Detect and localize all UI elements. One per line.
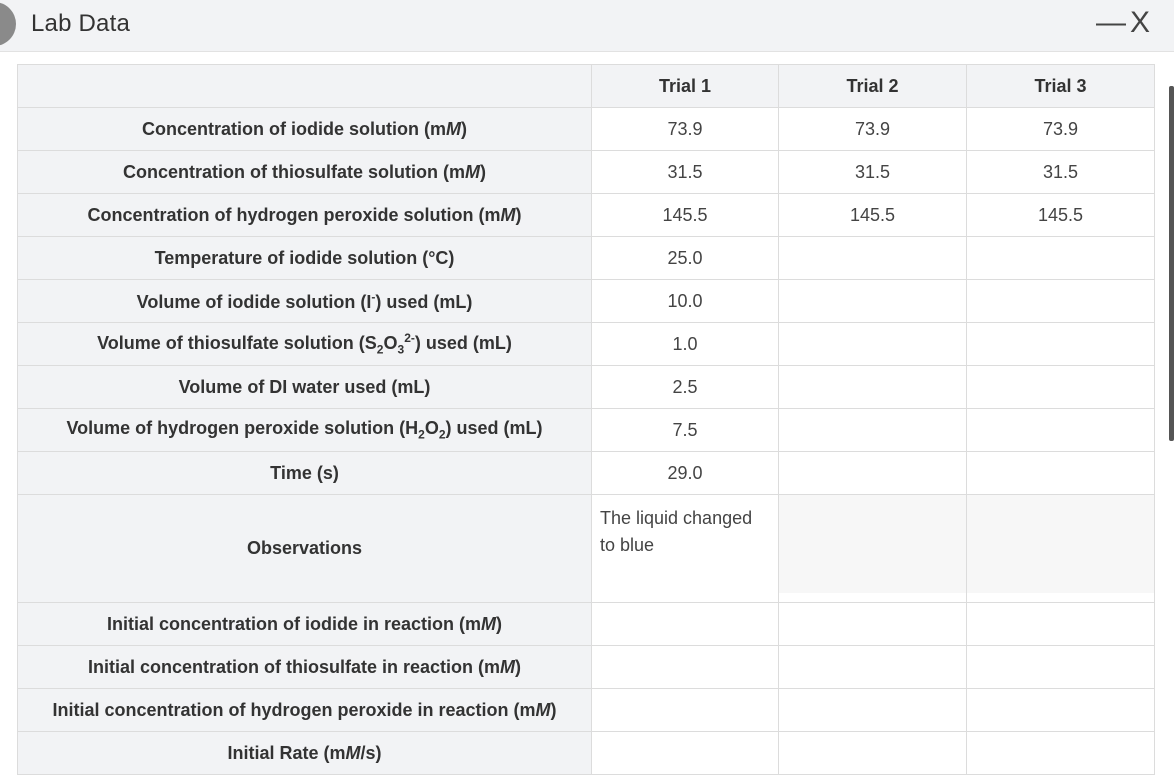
row-label-temp: Temperature of iodide solution (°C)	[18, 237, 592, 280]
cell-conc-thio-trial-3: 31.5	[967, 151, 1155, 194]
row-label-init-rate: Initial Rate (mM/s)	[18, 732, 592, 775]
cell-init-h2o2-trial-1[interactable]	[592, 689, 779, 732]
cell-vol-iodide-trial-1[interactable]: 10.0	[592, 280, 779, 323]
cell-vol-iodide-trial-2[interactable]	[779, 280, 967, 323]
cell-init-iodide-trial-2[interactable]	[779, 603, 967, 646]
minimize-icon[interactable]: —	[1096, 6, 1126, 39]
cell-conc-iodide-trial-2: 73.9	[779, 108, 967, 151]
app-icon	[0, 2, 16, 46]
cell-init-rate-trial-3[interactable]	[967, 732, 1155, 775]
window-title: Lab Data	[31, 10, 131, 37]
cell-vol-thio-trial-1[interactable]: 1.0	[592, 323, 779, 366]
row-label-vol-iodide: Volume of iodide solution (I-) used (mL)	[18, 280, 592, 323]
cell-init-iodide-trial-3[interactable]	[967, 603, 1155, 646]
cell-init-h2o2-trial-3[interactable]	[967, 689, 1155, 732]
cell-vol-h2o2-trial-3[interactable]	[967, 409, 1155, 452]
cell-temp-trial-3[interactable]	[967, 237, 1155, 280]
table-row	[18, 689, 1155, 732]
cell-conc-iodide-trial-3: 73.9	[967, 108, 1155, 151]
table-row	[18, 108, 1155, 151]
cell-time-trial-3[interactable]	[967, 452, 1155, 495]
cell-vol-di-trial-1[interactable]: 2.5	[592, 366, 779, 409]
cell-init-rate-trial-2[interactable]	[779, 732, 967, 775]
row-label-init-iodide: Initial concentration of iodide in reaction (mM)	[18, 603, 592, 646]
cell-vol-di-trial-2[interactable]	[779, 366, 967, 409]
cell-time-trial-1[interactable]: 29.0	[592, 452, 779, 495]
cell-vol-thio-trial-2[interactable]	[779, 323, 967, 366]
row-label-conc-h2o2: Concentration of hydrogen peroxide solution (mM)	[18, 194, 592, 237]
table-row	[18, 409, 1155, 452]
table-row	[18, 151, 1155, 194]
cell-init-thio-trial-2[interactable]	[779, 646, 967, 689]
observations-textarea[interactable]	[967, 495, 1154, 593]
header-row	[18, 65, 1155, 108]
cell-vol-h2o2-trial-1[interactable]: 7.5	[592, 409, 779, 452]
cell-observations-trial-3[interactable]	[967, 495, 1155, 603]
header-trial-1: Trial 1	[592, 65, 779, 108]
cell-init-rate-trial-1[interactable]	[592, 732, 779, 775]
cell-vol-di-trial-3[interactable]	[967, 366, 1155, 409]
cell-init-thio-trial-1[interactable]	[592, 646, 779, 689]
table-row	[18, 323, 1155, 366]
row-label-conc-iodide: Concentration of iodide solution (mM)	[18, 108, 592, 151]
table-row	[18, 366, 1155, 409]
row-label-init-h2o2: Initial concentration of hydrogen peroxide in reaction (mM)	[18, 689, 592, 732]
row-label-observations: Observations	[18, 495, 592, 603]
row-label-vol-thio: Volume of thiosulfate solution $(S_2O_3^{2-})$ used (mL)	[18, 323, 592, 366]
cell-conc-h2o2-trial-1: 145.5	[592, 194, 779, 237]
header-trial-3: Trial 3	[967, 65, 1155, 108]
observations-textarea[interactable]	[779, 495, 966, 593]
close-icon[interactable]: X	[1130, 6, 1151, 39]
cell-observations-trial-1[interactable]: The liquid changed to blue	[592, 495, 779, 603]
table-row	[18, 237, 1155, 280]
cell-vol-h2o2-trial-2[interactable]	[779, 409, 967, 452]
cell-conc-thio-trial-1: 31.5	[592, 151, 779, 194]
cell-conc-thio-trial-2: 31.5	[779, 151, 967, 194]
row-label-vol-di: Volume of DI water used (mL)	[18, 366, 592, 409]
row-label-conc-thio: Concentration of thiosulfate solution (mM)	[18, 151, 592, 194]
table-row	[18, 280, 1155, 323]
cell-temp-trial-2[interactable]	[779, 237, 967, 280]
cell-conc-iodide-trial-1: 73.9	[592, 108, 779, 151]
cell-conc-h2o2-trial-2: 145.5	[779, 194, 967, 237]
table-row	[18, 603, 1155, 646]
table-row	[18, 452, 1155, 495]
lab-data-table	[17, 64, 1155, 775]
cell-conc-h2o2-trial-3: 145.5	[967, 194, 1155, 237]
row-label-init-thio: Initial concentration of thiosulfate in reaction (mM)	[18, 646, 592, 689]
table-row	[18, 495, 1155, 603]
row-label-time: Time (s)	[18, 452, 592, 495]
table-row	[18, 732, 1155, 775]
vertical-scrollbar[interactable]	[1169, 86, 1174, 441]
cell-vol-iodide-trial-3[interactable]	[967, 280, 1155, 323]
cell-temp-trial-1[interactable]: 25.0	[592, 237, 779, 280]
cell-init-h2o2-trial-2[interactable]	[779, 689, 967, 732]
cell-vol-thio-trial-3[interactable]	[967, 323, 1155, 366]
cell-init-iodide-trial-1[interactable]	[592, 603, 779, 646]
table-row	[18, 646, 1155, 689]
title-bar	[0, 0, 1174, 52]
cell-observations-trial-2[interactable]	[779, 495, 967, 603]
header-corner	[18, 65, 592, 108]
cell-init-thio-trial-3[interactable]	[967, 646, 1155, 689]
table-row	[18, 194, 1155, 237]
cell-time-trial-2[interactable]	[779, 452, 967, 495]
header-trial-2: Trial 2	[779, 65, 967, 108]
row-label-vol-h2o2: Volume of hydrogen peroxide solution $(H_2O_2)$ used (mL)	[18, 409, 592, 452]
